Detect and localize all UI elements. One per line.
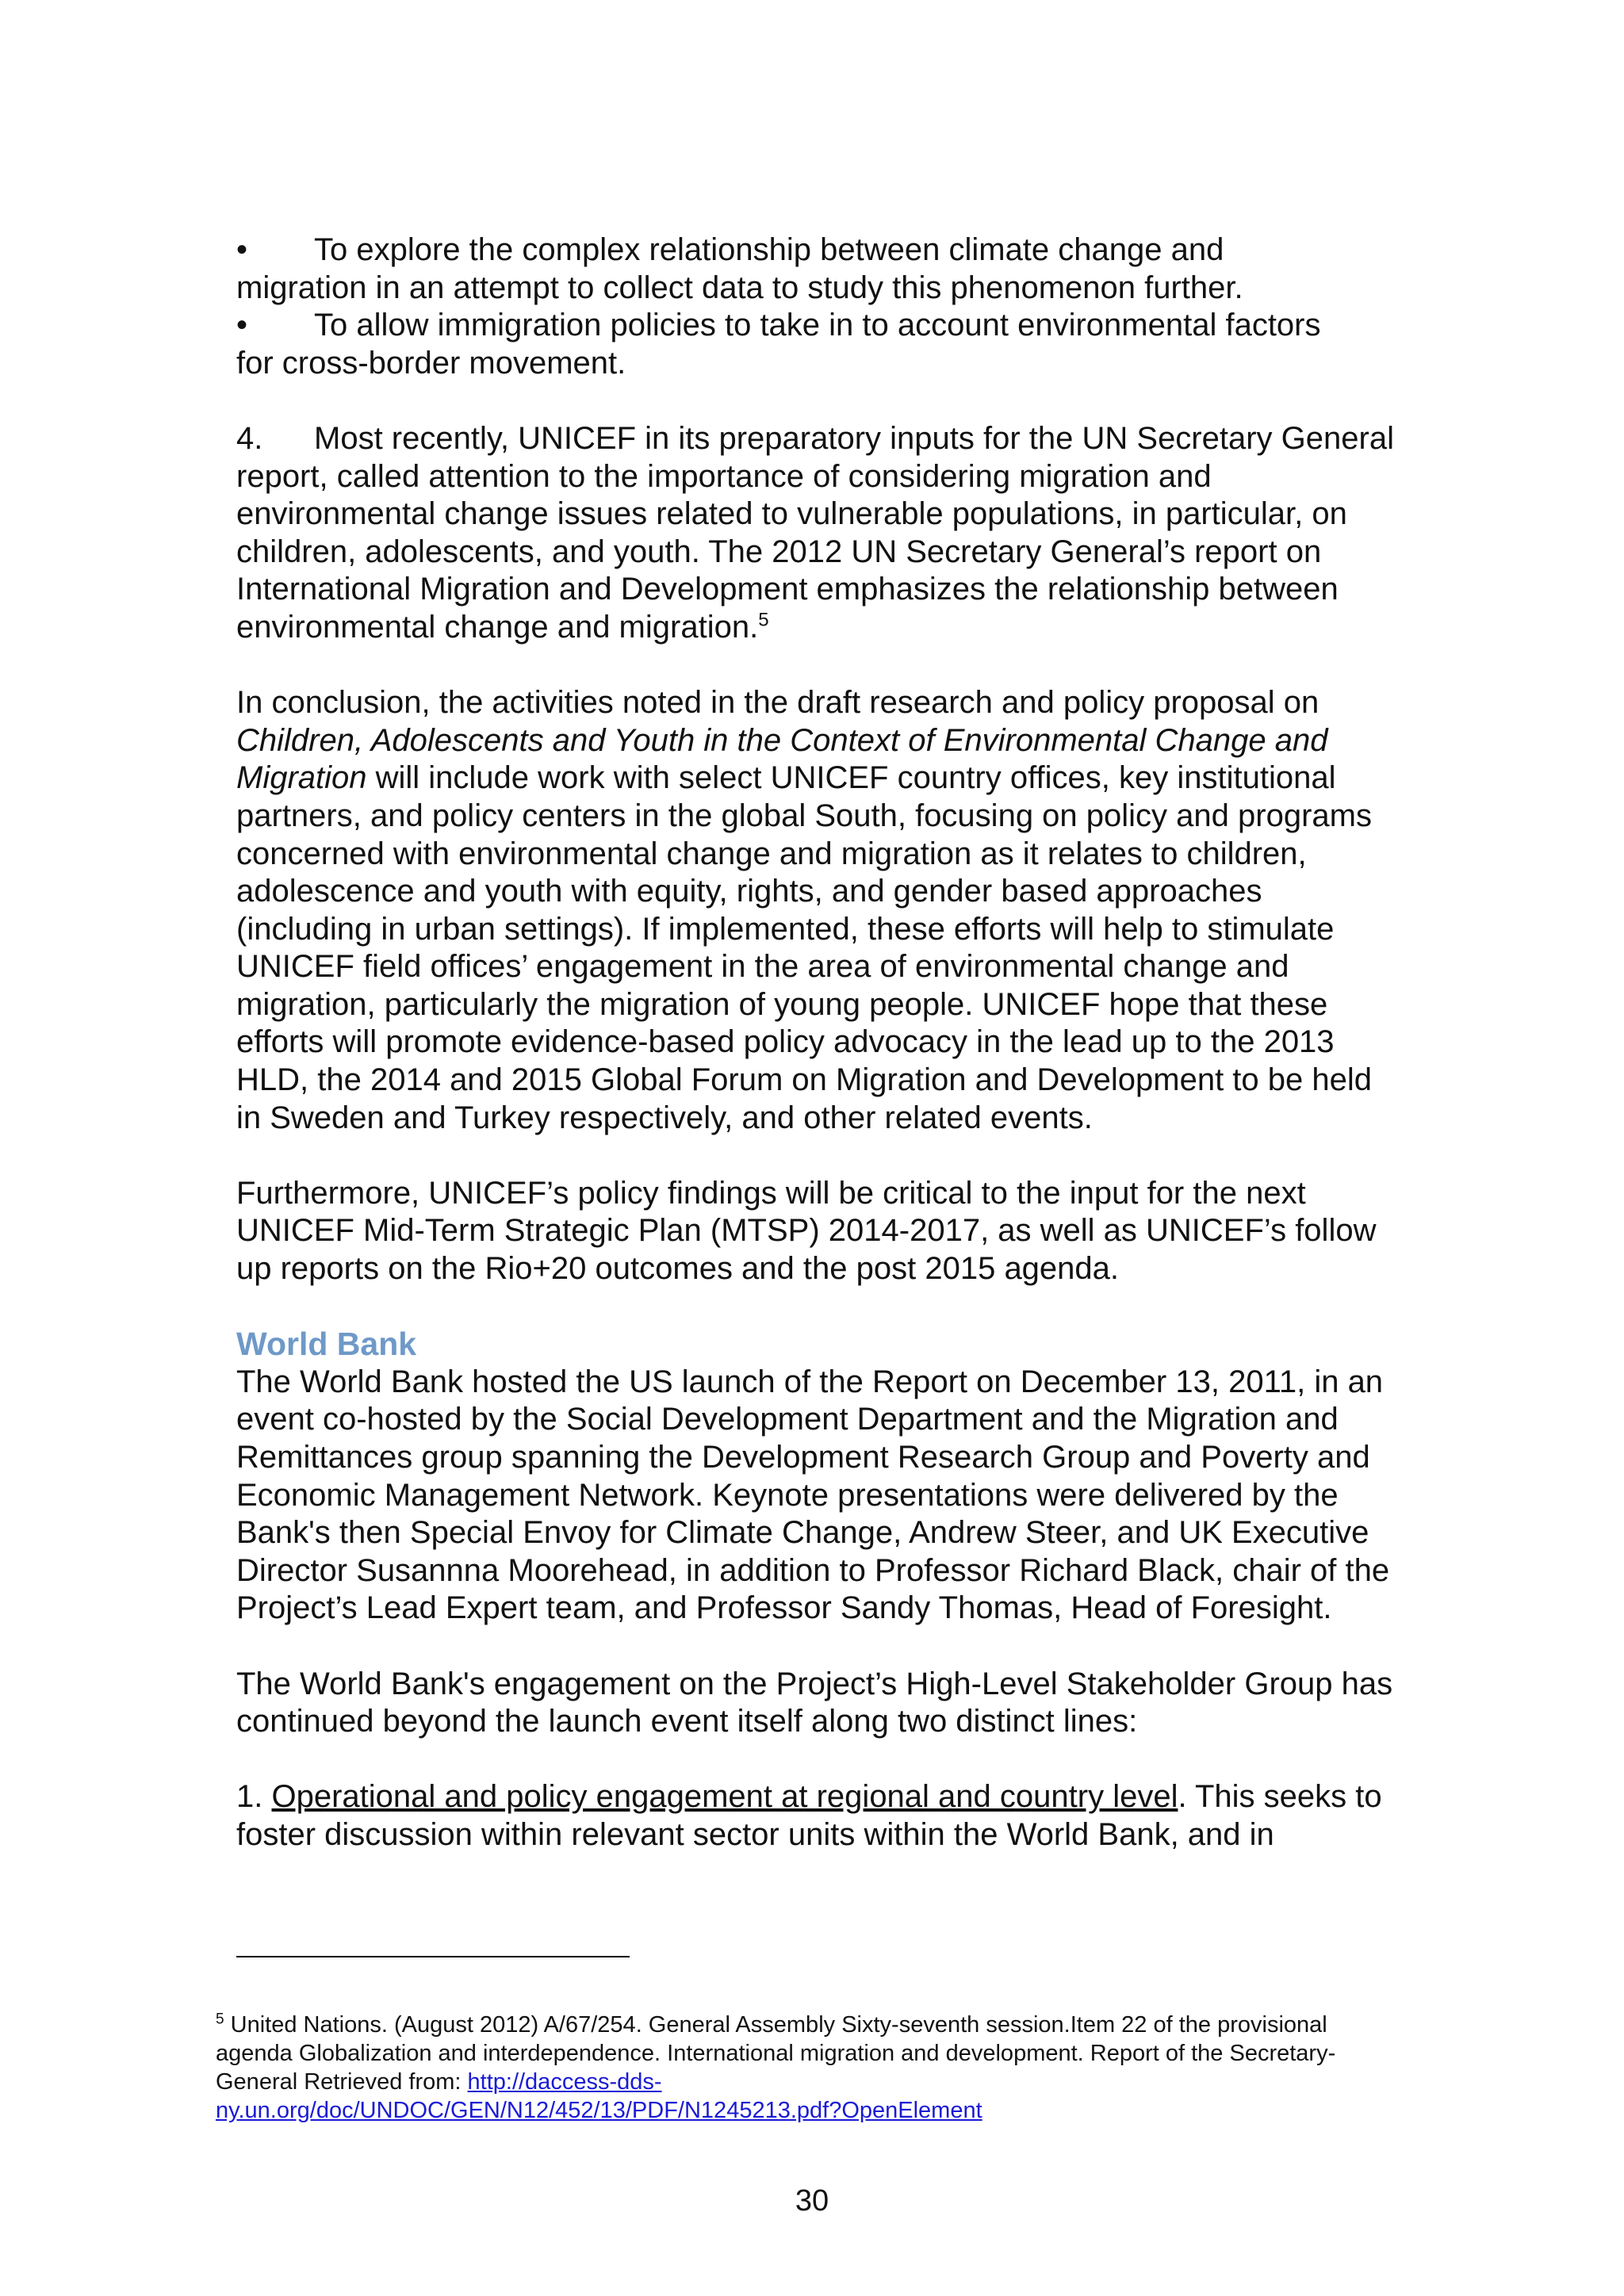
item-text: . This seeks to foster discussion within relevant sector units within the World Bank, and in — [236, 1779, 1382, 1852]
bullet-item — [236, 307, 1402, 382]
paragraph-number: 4. — [236, 420, 263, 456]
section-heading-world-bank: World Bank — [236, 1326, 417, 1363]
conclusion-paragraph — [236, 684, 1402, 1137]
world-bank-paragraph-1: The World Bank hosted the US launch of the Report on December 13, 2011, in an event co-hosted by the Social Development Department and the Migration and Remittances group spanning the Development Research Group and Poverty and Economic Management Network. Keynote presentations were delivered by the Bank's then Special Envoy for Climate Change, Andrew Steer, and UK Executive Director Susannna Moorehead, in addition to Professor Richard Black, chair of the Project’s Lead Expert team, and Professor Sandy Thomas, Head of Foresight. — [236, 1364, 1390, 1626]
bullet-text-first-line: To explore the complex relationship between climate change and — [314, 232, 1224, 267]
bullet-text-continuation: for cross-border movement. — [236, 345, 626, 381]
numbered-paragraph-4 — [236, 420, 1402, 647]
item-number: 1. — [236, 1779, 272, 1815]
conclusion-rest: will include work with select UNICEF country offices, key institutional partners, and policy centers in the global South, focusing on policy and programs concerned with environmental change and migration as it relates to children, adolescence and youth with equity, rights, and gender based approaches (including in urban settings). If implemented, these efforts will help to stimulate UNICEF field offices’ engagement in the area of environmental change and migration, particularly the migration of young people. UNICEF hope that these efforts will promote evidence-based policy advocacy in the lead up to the 2013 HLD, the 2014 and 2015 Global Forum on Migration and Development to be held in Sweden and Turkey respectively, and other related events. — [236, 760, 1373, 1135]
footnote-separator — [236, 1956, 630, 1957]
bullet-text-continuation: migration in an attempt to collect data to study this phenomenon further. — [236, 270, 1243, 305]
furthermore-paragraph: Furthermore, UNICEF’s policy findings will be critical to the input for the next UNICEF Mid-Term Strategic Plan (MTSP) 2014-2017, as well as UNICEF’s follow up reports on the Rio+20 outcomes and the post 2015 agenda. — [236, 1175, 1377, 1287]
footnote-marker: 5 — [216, 2011, 224, 2028]
proposal-title: Children, Adolescents and Youth in the Context of Environmental Change and Migration — [236, 722, 1328, 796]
bullet-text-first-line: To allow immigration policies to take in to account environmental factors — [314, 308, 1321, 343]
footnote-reference[interactable]: 5 — [758, 609, 769, 631]
world-bank-paragraph-2: The World Bank's engagement on the Project’s High-Level Stakeholder Group has continued beyond the launch event itself along two distinct lines: — [236, 1666, 1393, 1739]
footnote-link-part2: ny.un.org/doc/UNDOC/GEN/N12/452/13/PDF/N1245213.pdf?OpenElement — [216, 2098, 982, 2123]
conclusion-lead: In conclusion, the activities noted in the draft research and policy proposal on — [236, 685, 1320, 721]
bullet-item — [236, 232, 1402, 307]
footnote-text: United Nations. (August 2012) A/67/254. General Assembly Sixty-seventh session.Item 22 of the provisional agenda Globalization and interdependence. International migration and development. Report of the Secretary-General Retrieved from: — [216, 2012, 1336, 2095]
bullet-glyph: • — [236, 308, 248, 343]
page-number: 30 — [795, 2184, 829, 2218]
footnote-link-part1: http://daccess-dds- — [467, 2069, 662, 2095]
main-body — [236, 232, 1402, 1854]
item-underlined-title: Operational and policy engagement at regional and country level — [271, 1779, 1178, 1815]
footnote — [216, 2011, 1405, 2125]
paragraph-text: Most recently, UNICEF in its preparatory inputs for the UN Secretary General report, called attention to the importance of considering migration and environmental change issues related to vulnerable populations, in particular, on children, adolescents, and youth. The 2012 UN Secretary General’s report on International Migration and Development emphasizes the relationship between environmental change and migration. — [236, 420, 1394, 645]
world-bank-item-1 — [236, 1778, 1402, 1854]
bullet-glyph: • — [236, 232, 248, 267]
